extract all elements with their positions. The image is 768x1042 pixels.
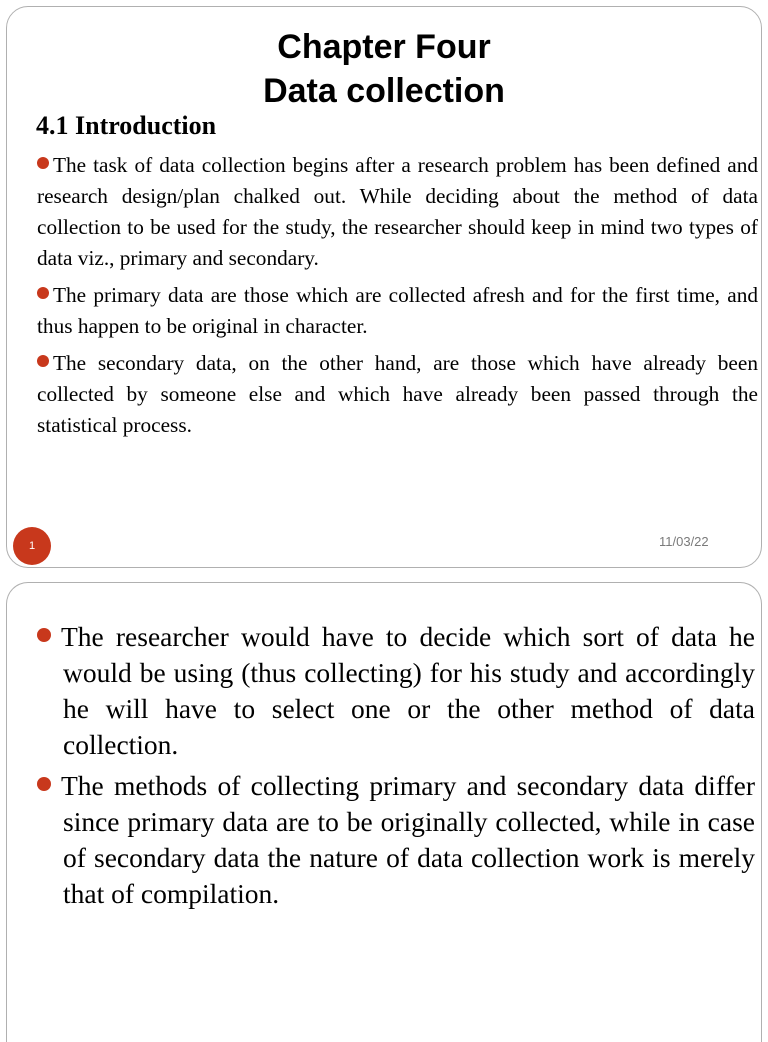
- slide-number-badge: 1: [13, 527, 51, 565]
- bullet-icon: [37, 355, 49, 367]
- bullet-list: [37, 619, 755, 917]
- bullet-item: [37, 150, 758, 274]
- bullet-icon: [37, 628, 51, 642]
- bullet-icon: [37, 777, 51, 791]
- slide-2: [6, 582, 762, 1042]
- slide-title-line-1: Chapter Four: [277, 28, 491, 66]
- section-heading: 4.1 Introduction: [36, 111, 217, 140]
- slide-1: [6, 6, 762, 568]
- bullet-item: [37, 619, 755, 763]
- bullet-item: [37, 348, 758, 441]
- bullet-text: The researcher would have to decide which sort of data he would be using (thus collecting) for his study and accordingly he will have to select one or the other method of data collection.: [61, 621, 755, 760]
- bullet-text: The task of data collection begins after a research problem has been defined and research design/plan chalked out. While deciding about the method of data collection to be used for the study, the researcher should keep in mind two types of data viz., primary and secondary.: [37, 153, 758, 270]
- slide-title-line-2: Data collection: [263, 72, 505, 110]
- bullet-icon: [37, 287, 49, 299]
- bullet-icon: [37, 157, 49, 169]
- bullet-item: [37, 768, 755, 912]
- bullet-text: The secondary data, on the other hand, are those which have already been collected by someone else and which have already been passed through the statistical process.: [37, 351, 758, 437]
- bullet-text: The primary data are those which are collected afresh and for the first time, and thus happen to be original in character.: [37, 283, 758, 338]
- bullet-list: [37, 150, 758, 447]
- bullet-text: The methods of collecting primary and secondary data differ since primary data are to be originally collected, while in case of secondary data the nature of data collection work is merely that of compilation.: [61, 770, 755, 909]
- slide-date: 11/03/22: [659, 534, 709, 549]
- bullet-item: [37, 280, 758, 342]
